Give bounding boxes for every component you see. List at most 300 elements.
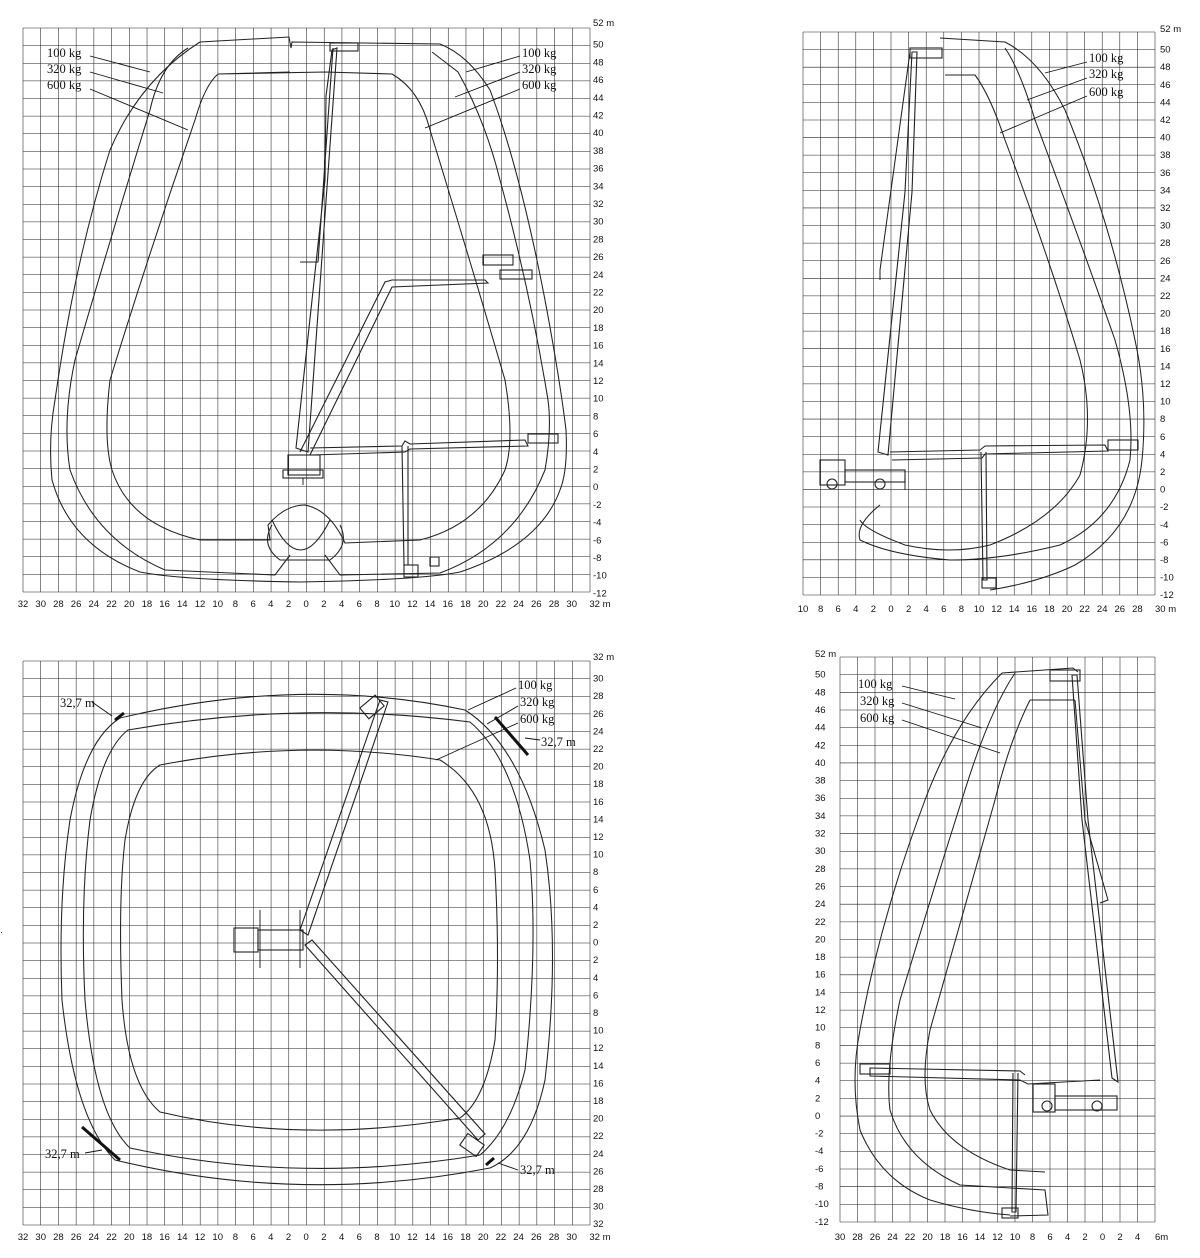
y-tick-label: 18 — [593, 322, 604, 334]
truck-side-icon — [820, 460, 905, 490]
y-tick-label: -4 — [1160, 519, 1169, 531]
side-view-right-y-ticks — [1160, 24, 1181, 601]
label-320kg: 320 kg — [520, 695, 555, 709]
x-tick-label: 4 — [853, 604, 859, 615]
y-tick-label: 18 — [1160, 326, 1171, 338]
y-tick-label: 40 — [815, 757, 826, 769]
x-tick-label: 20 — [922, 1232, 933, 1243]
y-tick-label: -2 — [593, 499, 602, 511]
y-tick-label: 12 — [593, 1043, 604, 1055]
y-tick-label: 38 — [593, 145, 604, 157]
x-tick-label: 10 — [1009, 1232, 1021, 1243]
x-tick-label: 32 m — [589, 1232, 611, 1243]
x-tick-label: 28 — [548, 599, 560, 610]
y-tick-label: 32 m — [593, 652, 615, 663]
label-100kg-left: 100 kg — [47, 46, 82, 60]
y-tick-label: 10 — [815, 1022, 826, 1034]
x-tick-label: 26 — [869, 1232, 881, 1243]
label-600kg: 600 kg — [1089, 85, 1124, 99]
y-tick-label: -8 — [1160, 555, 1169, 566]
x-tick-label: 8 — [1029, 1232, 1036, 1243]
x-tick-label: 0 — [1099, 1232, 1106, 1243]
y-tick-label: -2 — [815, 1128, 824, 1140]
x-tick-label: 2 — [285, 1232, 292, 1243]
boom-horizontal — [890, 445, 1108, 460]
x-tick-label: 30 — [566, 1232, 577, 1243]
label-100kg-right: 100 kg — [522, 46, 557, 60]
x-tick-label: 28 — [1132, 604, 1143, 615]
truck-plan-icon — [234, 910, 303, 968]
y-tick-label: 36 — [815, 793, 826, 805]
y-tick-label: 38 — [815, 775, 826, 787]
y-tick-label: 46 — [593, 75, 604, 87]
x-tick-label: 12 — [407, 599, 418, 610]
y-tick-label: 42 — [593, 110, 604, 122]
y-tick-label: 4 — [1160, 449, 1166, 461]
x-tick-label: 22 — [106, 1232, 117, 1243]
platform-basket-icon — [860, 670, 1080, 1218]
x-tick-label: 16 — [159, 599, 170, 610]
envelope-top-inner — [1075, 700, 1108, 903]
y-tick-label: 22 — [593, 1131, 604, 1143]
y-tick-label: 24 — [815, 899, 826, 911]
x-tick-label: 22 — [495, 599, 507, 610]
x-tick-label: 24 — [513, 1232, 524, 1243]
capacity-labels-right — [425, 46, 557, 128]
x-tick-label: 22 — [106, 599, 117, 610]
label-600kg-right: 600 kg — [522, 78, 557, 92]
dim-label-bottom-left: 32,7 m — [45, 1147, 80, 1161]
label-600kg-left: 600 kg — [47, 78, 82, 92]
y-tick-label: 20 — [815, 934, 826, 946]
side-view-full-grid — [23, 28, 590, 592]
x-tick-label: 6 — [356, 599, 362, 610]
x-tick-label: 14 — [1008, 604, 1020, 615]
y-tick-label: 20 — [593, 305, 604, 317]
y-tick-label: 36 — [593, 163, 604, 175]
y-tick-label: 30 — [593, 1201, 604, 1213]
x-tick-label: 18 — [460, 599, 471, 610]
y-tick-label: 12 — [593, 376, 604, 387]
y-tick-label: 42 — [1160, 115, 1171, 126]
y-tick-label: -6 — [593, 535, 602, 547]
side-view-right-x-ticks — [798, 604, 1176, 615]
y-tick-label: 16 — [1160, 343, 1171, 355]
y-tick-label: 6 — [815, 1057, 821, 1069]
x-tick-label: 6 — [250, 599, 256, 610]
y-tick-label: 26 — [593, 252, 604, 264]
y-tick-label: 14 — [593, 814, 604, 826]
y-tick-label: -10 — [593, 570, 607, 582]
x-tick-label: 6m — [1155, 1232, 1169, 1243]
x-tick-label: 16 — [957, 1232, 968, 1243]
y-tick-label: 4 — [815, 1075, 821, 1087]
y-tick-label: 4 — [593, 972, 599, 984]
x-tick-label: 32 — [17, 1232, 29, 1243]
y-tick-label: -12 — [593, 588, 607, 600]
x-tick-label: 30 — [35, 1232, 46, 1243]
y-tick-label: 28 — [1160, 238, 1171, 250]
x-tick-label: 26 — [1114, 604, 1126, 615]
y-tick-label: 20 — [593, 761, 604, 773]
y-tick-label: 10 — [593, 849, 604, 861]
y-tick-label: -10 — [1160, 572, 1174, 584]
x-tick-label: 10 — [389, 599, 400, 610]
y-tick-label: 12 — [1160, 379, 1171, 390]
y-tick-label: 26 — [1160, 255, 1171, 267]
y-tick-label: 52 m — [815, 649, 837, 660]
y-tick-label: 2 — [593, 464, 599, 476]
label-320kg: 320 kg — [1089, 67, 1124, 81]
capacity-labels-left — [47, 46, 188, 130]
x-tick-label: 32 — [17, 599, 29, 610]
x-tick-label: 6 — [250, 1232, 256, 1243]
label-100kg: 100 kg — [518, 678, 553, 692]
y-tick-label: 42 — [815, 740, 826, 752]
y-tick-label: 46 — [1160, 79, 1171, 91]
x-tick-label: 32 m — [589, 599, 611, 610]
y-tick-label: 8 — [593, 411, 599, 423]
y-tick-label: 48 — [1160, 62, 1171, 74]
x-tick-label: 0 — [303, 1232, 309, 1243]
y-tick-label: 24 — [593, 1148, 604, 1160]
y-tick-label: 10 — [1160, 396, 1171, 408]
x-tick-label: 22 — [495, 1232, 507, 1243]
rear-view-y-ticks — [815, 649, 836, 1228]
x-tick-label: 4 — [268, 1232, 274, 1243]
y-tick-label: 30 — [815, 846, 826, 858]
envelope-600kg — [121, 750, 498, 1130]
y-tick-label: 40 — [593, 128, 604, 140]
y-tick-label: 6 — [593, 429, 599, 441]
x-tick-label: 2 — [1082, 1232, 1088, 1243]
y-tick-label: 22 — [593, 287, 604, 299]
dimension-markers — [45, 696, 576, 1177]
side-view-full-y-ticks — [593, 18, 614, 599]
y-tick-label: 50 — [1160, 44, 1171, 56]
y-tick-label: 28 — [593, 1184, 604, 1195]
y-tick-label: 26 — [593, 1166, 604, 1178]
y-tick-label: -8 — [593, 553, 602, 564]
label-320kg: 320 kg — [860, 694, 895, 708]
x-tick-label: 20 — [1061, 604, 1073, 615]
y-tick-label: 32 — [593, 1219, 604, 1231]
y-tick-label: 0 — [1160, 484, 1166, 496]
y-tick-label: 48 — [815, 687, 826, 699]
x-tick-label: 2 — [870, 604, 877, 615]
x-tick-label: 12 — [992, 1232, 1003, 1243]
y-tick-label: -2 — [1160, 502, 1169, 514]
x-tick-label: 2 — [321, 1232, 327, 1243]
x-tick-label: 6 — [835, 604, 841, 615]
x-tick-label: 30 — [566, 599, 577, 610]
x-tick-label: 6 — [356, 1232, 362, 1243]
rear-view-panel — [815, 649, 1168, 1243]
y-tick-label: 4 — [593, 446, 599, 458]
y-tick-label: 16 — [593, 1078, 604, 1090]
y-tick-label: 28 — [815, 863, 826, 875]
side-view-right-grid — [803, 32, 1155, 595]
y-tick-label: 50 — [593, 39, 604, 51]
x-tick-label: 14 — [424, 599, 436, 610]
y-tick-label: -6 — [1160, 537, 1169, 549]
x-tick-label: 26 — [531, 1232, 542, 1243]
y-tick-label: 8 — [593, 1008, 599, 1019]
boom-horizontal — [870, 1068, 1100, 1084]
y-tick-label: 34 — [593, 181, 604, 193]
edge-mark: · — [0, 927, 4, 938]
envelope-600kg — [107, 72, 510, 543]
y-tick-label: 44 — [815, 722, 826, 734]
y-tick-label: 22 — [593, 744, 604, 755]
x-tick-label: 10 — [797, 604, 809, 615]
plan-view-x-ticks — [18, 1232, 611, 1243]
capacity-labels — [1000, 51, 1124, 133]
x-tick-label: 24 — [513, 599, 524, 610]
y-tick-label: 32 — [593, 199, 604, 210]
dim-label-top-left: 32,7 m — [60, 696, 95, 710]
x-tick-label: 30 — [834, 1232, 846, 1243]
y-tick-label: 28 — [593, 691, 604, 703]
boom-vertical — [1072, 675, 1118, 1082]
envelope-320kg — [889, 673, 1048, 1216]
x-tick-label: 8 — [374, 1232, 380, 1243]
y-tick-label: -12 — [1160, 590, 1174, 602]
x-tick-label: 16 — [442, 1232, 454, 1243]
envelope-320kg — [67, 48, 550, 575]
y-tick-label: 6 — [593, 884, 599, 896]
y-tick-label: 2 — [815, 1093, 821, 1105]
y-tick-label: 28 — [593, 234, 604, 246]
y-tick-label: -10 — [815, 1199, 829, 1211]
x-tick-label: 12 — [194, 599, 206, 610]
x-tick-label: 28 — [548, 1232, 560, 1243]
y-tick-label: 18 — [593, 1096, 604, 1107]
x-tick-label: 2 — [1117, 1232, 1123, 1243]
side-view-right-panel — [798, 24, 1181, 615]
y-tick-label: 48 — [593, 57, 604, 69]
y-tick-label: 32 — [815, 828, 826, 840]
x-tick-label: 12 — [991, 604, 1002, 615]
boom-horizontal — [310, 440, 528, 455]
x-tick-label: 14 — [177, 599, 188, 610]
x-tick-label: 20 — [123, 1232, 135, 1243]
x-tick-label: 2 — [321, 599, 327, 610]
y-tick-label: 20 — [1160, 308, 1171, 320]
x-tick-label: 26 — [70, 1232, 82, 1243]
y-tick-label: 26 — [593, 708, 604, 720]
y-tick-label: 52 m — [1160, 24, 1182, 35]
x-tick-label: 6 — [1047, 1232, 1053, 1243]
label-100kg: 100 kg — [1089, 51, 1124, 65]
x-tick-label: 12 — [194, 1232, 206, 1243]
x-tick-label: 0 — [303, 599, 309, 610]
y-tick-label: 0 — [593, 482, 599, 494]
x-tick-label: 6 — [941, 604, 947, 615]
y-tick-label: 32 — [1160, 203, 1171, 214]
x-tick-label: 16 — [159, 1232, 170, 1243]
y-tick-label: 36 — [1160, 167, 1171, 179]
y-tick-label: 12 — [815, 1005, 826, 1016]
x-tick-label: 20 — [477, 599, 489, 610]
y-tick-label: 8 — [1160, 414, 1166, 426]
y-tick-label: 18 — [815, 952, 826, 964]
y-tick-label: -4 — [815, 1146, 824, 1158]
y-tick-label: 12 — [593, 832, 604, 843]
x-tick-label: 28 — [53, 599, 64, 610]
y-tick-label: 20 — [593, 1113, 604, 1125]
y-tick-label: 14 — [815, 987, 826, 999]
y-tick-label: 22 — [1160, 291, 1171, 302]
x-tick-label: 22 — [904, 1232, 916, 1243]
y-tick-label: 16 — [593, 340, 604, 352]
boom-to-upper-right — [300, 700, 388, 935]
x-tick-label: 4 — [1064, 1232, 1071, 1243]
x-tick-label: 20 — [477, 1232, 489, 1243]
y-tick-label: 8 — [815, 1040, 821, 1052]
y-tick-label: 8 — [593, 867, 599, 879]
y-tick-label: 14 — [1160, 361, 1171, 373]
y-tick-label: 50 — [815, 669, 826, 681]
x-tick-label: 18 — [939, 1232, 951, 1243]
y-tick-label: 10 — [593, 1025, 604, 1037]
x-tick-label: 8 — [958, 604, 965, 615]
x-tick-label: 22 — [1079, 604, 1090, 615]
x-tick-label: 8 — [232, 1232, 239, 1243]
x-tick-label: 18 — [1044, 604, 1055, 615]
x-tick-label: 10 — [212, 1232, 223, 1243]
y-tick-label: 24 — [1160, 273, 1171, 285]
x-tick-label: 18 — [141, 1232, 153, 1243]
x-tick-label: 16 — [1026, 604, 1038, 615]
y-tick-label: 52 m — [593, 18, 615, 29]
x-tick-label: 0 — [888, 604, 894, 615]
envelope-100kg — [855, 668, 1078, 1215]
dim-label-top-right: 32,7 m — [541, 735, 576, 749]
x-tick-label: 4 — [338, 599, 345, 610]
x-tick-label: 4 — [923, 604, 929, 615]
x-tick-label: 10 — [212, 599, 223, 610]
y-tick-label: 34 — [815, 810, 826, 822]
x-tick-label: 14 — [974, 1232, 986, 1243]
y-tick-label: 44 — [1160, 97, 1171, 109]
x-tick-label: 30 m — [1155, 604, 1177, 615]
x-tick-label: 14 — [424, 1232, 436, 1243]
y-tick-label: -6 — [815, 1163, 824, 1175]
label-600kg: 600 kg — [860, 711, 895, 725]
truck-rear-icon — [1033, 1084, 1117, 1112]
x-tick-label: 8 — [232, 599, 239, 610]
y-tick-label: 24 — [593, 269, 604, 281]
y-tick-label: 14 — [593, 1060, 604, 1072]
x-tick-label: 14 — [177, 1232, 188, 1243]
envelope-lower-curve — [268, 520, 344, 560]
x-tick-label: 24 — [887, 1232, 898, 1243]
y-tick-label: 16 — [815, 969, 826, 981]
y-tick-label: -8 — [815, 1181, 824, 1193]
envelope-top-inner — [880, 52, 910, 280]
plan-view-y-ticks — [593, 652, 614, 1230]
y-tick-label: 44 — [593, 92, 604, 104]
label-320kg-right: 320 kg — [522, 62, 557, 76]
x-tick-label: 24 — [88, 599, 100, 610]
rear-view-grid — [840, 657, 1155, 1222]
y-tick-label: 40 — [1160, 132, 1171, 144]
y-tick-label: 0 — [815, 1110, 821, 1122]
label-600kg: 600 kg — [520, 712, 555, 726]
x-tick-label: 18 — [460, 1232, 471, 1243]
y-tick-label: 6 — [1160, 431, 1166, 443]
x-tick-label: 10 — [973, 604, 985, 615]
x-tick-label: 28 — [53, 1232, 64, 1243]
plan-view-grid — [23, 661, 590, 1225]
y-tick-label: 0 — [593, 937, 599, 949]
boom-down — [981, 452, 987, 580]
x-tick-label: 8 — [817, 604, 824, 615]
y-tick-label: 30 — [1160, 220, 1171, 232]
x-tick-label: 26 — [70, 599, 82, 610]
y-tick-label: 46 — [815, 704, 826, 716]
x-tick-label: 12 — [407, 1232, 418, 1243]
y-tick-label: 24 — [593, 726, 604, 738]
x-tick-label: 20 — [123, 599, 135, 610]
x-tick-label: 8 — [374, 599, 380, 610]
envelope-600kg — [860, 75, 1088, 550]
y-tick-label: 2 — [1160, 467, 1166, 478]
y-tick-label: 6 — [593, 990, 599, 1002]
label-320kg-left: 320 kg — [47, 62, 82, 76]
x-tick-label: 30 — [35, 599, 46, 610]
x-tick-label: 2 — [905, 604, 912, 615]
y-tick-label: 2 — [593, 955, 599, 967]
y-tick-label: 30 — [593, 673, 604, 685]
envelope-320kg — [83, 713, 533, 1169]
y-tick-label: -4 — [593, 517, 602, 529]
y-tick-label: 30 — [593, 216, 604, 228]
y-tick-label: 16 — [593, 796, 604, 808]
x-tick-label: 2 — [285, 599, 292, 610]
capacity-labels — [858, 677, 1000, 753]
y-tick-label: 2 — [593, 920, 599, 931]
x-tick-label: 16 — [442, 599, 454, 610]
x-tick-label: 18 — [141, 599, 153, 610]
boom-down — [402, 446, 408, 565]
y-tick-label: 10 — [593, 393, 604, 405]
boom-inclined — [300, 280, 488, 455]
x-tick-label: 24 — [88, 1232, 100, 1243]
y-tick-label: 18 — [593, 779, 604, 791]
rear-view-x-ticks — [835, 1232, 1169, 1243]
y-tick-label: 34 — [1160, 185, 1171, 197]
y-tick-label: 22 — [815, 916, 826, 928]
x-tick-label: 4 — [338, 1232, 345, 1243]
side-view-full-panel — [18, 18, 614, 610]
x-tick-label: 28 — [852, 1232, 863, 1243]
x-tick-label: 4 — [1134, 1232, 1141, 1243]
dim-label-bottom-right: 32,7 m — [520, 1163, 555, 1177]
y-tick-label: 4 — [593, 902, 599, 914]
x-tick-label: 24 — [1096, 604, 1108, 615]
boom-vertical — [878, 52, 917, 455]
label-100kg: 100 kg — [858, 677, 893, 691]
platform-basket-icon — [360, 695, 484, 1156]
y-tick-label: 14 — [593, 358, 604, 370]
plan-view-panel — [18, 652, 614, 1243]
y-tick-label: -12 — [815, 1216, 829, 1228]
x-tick-label: 10 — [389, 1232, 400, 1243]
y-tick-label: 26 — [815, 881, 826, 893]
x-tick-label: 4 — [268, 599, 274, 610]
